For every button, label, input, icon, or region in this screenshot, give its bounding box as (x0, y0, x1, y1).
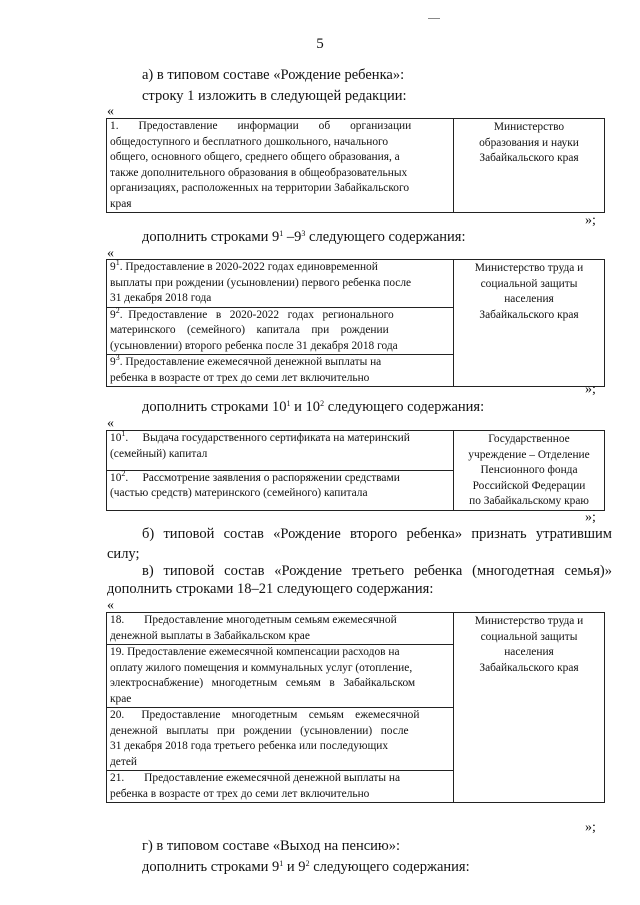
scan-mark (428, 18, 440, 19)
open-quote: « (107, 246, 114, 261)
text: . Рассмотрение заявления о распоряжении средствами (125, 471, 400, 484)
superscript: 3 (301, 229, 306, 238)
row-number: 10 (110, 471, 122, 484)
line: Российской Федерации (472, 479, 586, 492)
line: Пенсионного фонда (480, 464, 578, 476)
row-number: 10 (110, 432, 122, 444)
section-v-line2: дополнить строками 18–21 следующего содержания: (107, 581, 434, 597)
line: Забайкальского края (479, 152, 579, 164)
open-quote: « (107, 416, 114, 431)
page-number: 5 (316, 36, 324, 52)
table-rows-18-21 (106, 612, 605, 803)
superscript: 2 (305, 859, 310, 868)
line: Министерство (493, 121, 565, 133)
line: 19. Предоставление ежемесячной компенсации расходов на (110, 646, 400, 658)
text: . Предоставление ежемесячной денежной выплаты на (119, 356, 382, 368)
line: Забайкальского края (479, 308, 579, 321)
table-row-1 (106, 118, 605, 213)
table1-left-cell (107, 119, 454, 213)
line (110, 468, 450, 487)
close-quote: »; (585, 213, 596, 228)
open-quote: « (107, 598, 114, 613)
table2-right-cell (454, 260, 605, 387)
line: (частью средств) материнского (семейного) капитала (110, 487, 368, 500)
line: образования и науки (479, 136, 579, 149)
superscript: 1 (286, 399, 291, 408)
line: населения (504, 293, 554, 305)
superscript: 1 (121, 429, 126, 438)
text: дополнить строками 10 (142, 399, 287, 415)
table3-right-cell (454, 431, 605, 511)
row-18 (107, 613, 454, 645)
line: социальной защиты (480, 630, 578, 643)
text: дополнить строками 9 (142, 229, 280, 245)
text: и 10 (290, 399, 321, 415)
row-number: 9 (110, 261, 116, 273)
line: оплату жилого помещения и коммунальных услуг (отопление, (110, 661, 413, 674)
line: детей (110, 755, 137, 768)
section-a-heading: а) в типовом составе «Рождение ребенка»: (142, 67, 405, 83)
text: и 9 (283, 859, 306, 875)
line: общего, основного общего, среднего общего образования, а (110, 151, 400, 163)
superscript: 1 (115, 258, 120, 267)
table1-right-cell (454, 119, 605, 213)
line: денежной выплаты при рождении (усыновлении) после (110, 724, 409, 737)
line (110, 431, 450, 447)
line: электроснабжение) многодетным семьям в Забайкальском (110, 677, 416, 689)
superscript: 2 (121, 468, 126, 478)
row-20 (107, 708, 454, 771)
section-b-line2: силу; (107, 546, 140, 562)
line: Министерство труда и (474, 262, 584, 274)
line: края (110, 197, 132, 210)
section-a-instruction: строку 1 изложить в следующей редакции: (142, 88, 407, 104)
line: 20. Предоставление многодетным семьям ежемесячной (110, 709, 420, 721)
line: крае (110, 692, 132, 705)
line: Министерство труда и (474, 615, 584, 627)
section-v-line1: в) типовой состав «Рождение третьего ребенка (многодетная семья)» (142, 563, 612, 579)
line: Государственное (488, 433, 570, 445)
line (110, 355, 450, 371)
row-9-2 (107, 307, 454, 355)
line: 31 декабря 2018 года (110, 292, 212, 304)
line: материнского (семейного) капитала при рождении (110, 324, 389, 336)
superscript: 1 (279, 229, 284, 238)
close-quote: »; (585, 510, 596, 525)
line: социальной защиты (480, 277, 578, 290)
row-19 (107, 645, 454, 708)
text: следующего содержания: (305, 229, 466, 245)
table-rows-10 (106, 430, 605, 511)
text: –9 (283, 229, 302, 245)
line (110, 260, 450, 276)
line: 21. Предоставление ежемесячной денежной выплаты на (110, 772, 401, 784)
row-21 (107, 771, 454, 803)
line: организациях, расположенных на территории Забайкальского (110, 182, 410, 194)
open-quote: « (107, 104, 114, 119)
section-9-heading (142, 228, 466, 247)
line: ребенка в возрасте от трех до семи лет включительно (110, 787, 370, 800)
line: 1. Предоставление информации об организации (110, 120, 412, 132)
row-number: 9 (110, 308, 116, 321)
section-g-line1: г) в типовом составе «Выход на пенсию»: (142, 838, 401, 854)
line: населения (504, 646, 554, 658)
line: 31 декабря 2018 года третьего ребенка или последующих (110, 740, 389, 752)
line: (семейный) капитал (110, 447, 208, 460)
line: Забайкальского края (479, 661, 579, 674)
section-10-heading (142, 398, 484, 417)
section-g-line2 (142, 858, 470, 877)
text: следующего содержания: (324, 399, 485, 415)
line: учреждение – Отделение (468, 448, 590, 461)
superscript: 1 (279, 859, 284, 868)
line: 18. Предоставление многодетным семьям ежемесячной (110, 614, 397, 626)
row-9-3 (107, 355, 454, 387)
superscript: 3 (115, 353, 120, 362)
line (110, 305, 450, 324)
row-10-1 (107, 431, 454, 471)
line: по Забайкальскому краю (469, 495, 589, 507)
table4-right-cell (454, 613, 605, 803)
close-quote: »; (585, 382, 596, 397)
table-rows-9 (106, 259, 605, 387)
line: общедоступного и бесплатного дошкольного, начального (110, 135, 389, 148)
line: также дополнительного образования в общеобразовательных (110, 166, 408, 179)
superscript: 2 (320, 399, 325, 408)
text: следующего содержания: (309, 859, 470, 875)
text: дополнить строками 9 (142, 859, 280, 875)
text: . Предоставление в 2020-2022 годах регионального (119, 308, 394, 321)
row-9-1 (107, 260, 454, 308)
row-number: 9 (110, 356, 116, 368)
line: выплаты при рождении (усыновлении) первого ребенка после (110, 276, 412, 289)
text: . Выдача государственного сертификата на материнский (125, 432, 410, 444)
section-b-line1: б) типовой состав «Рождение второго ребенка» признать утратившим (142, 526, 612, 542)
text: . Предоставление в 2020-2022 годах единовременной (119, 261, 378, 273)
superscript: 2 (115, 305, 120, 315)
row-10-2 (107, 470, 454, 510)
line: денежной выплаты в Забайкальском крае (110, 629, 310, 642)
close-quote: »; (585, 820, 596, 835)
line: (усыновлении) второго ребенка после 31 декабря 2018 года (110, 339, 398, 352)
line: ребенка в возрасте от трех до семи лет включительно (110, 371, 370, 384)
